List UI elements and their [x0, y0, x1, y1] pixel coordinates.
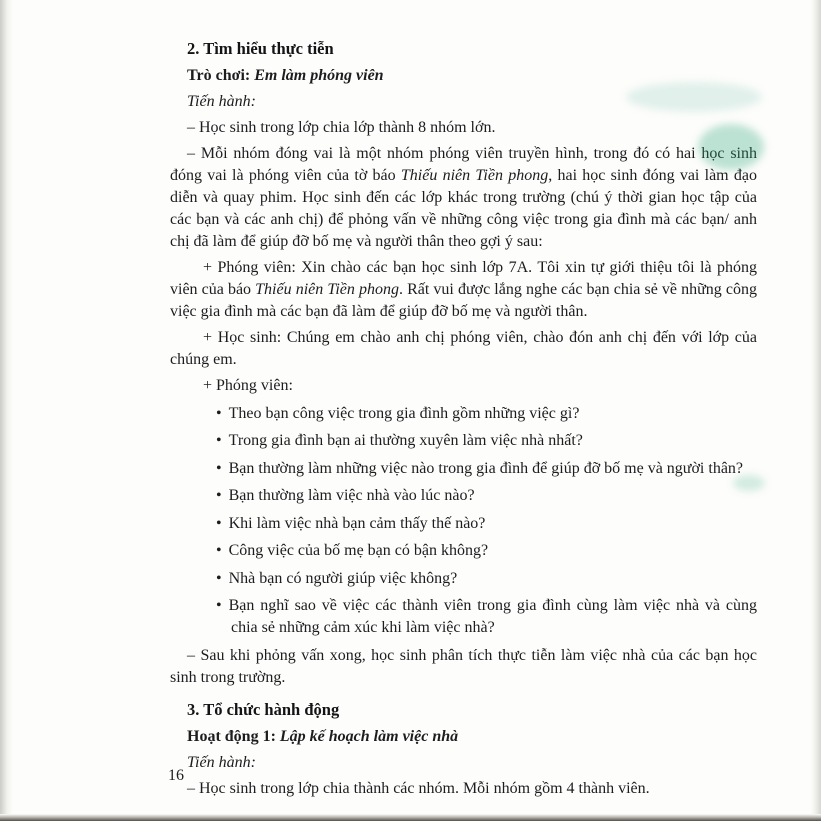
section-2-heading: 2. Tìm hiểu thực tiễn	[187, 39, 334, 58]
bullet-icon: •	[216, 404, 222, 422]
procedure-label: Tiến hành:	[187, 93, 256, 110]
question-text: Bạn thường làm những việc nào trong gia đình để giúp đỡ bố mẹ và người thân?	[228, 459, 744, 477]
game-title-line	[170, 65, 757, 87]
question-item	[216, 403, 757, 425]
question-list	[216, 403, 757, 640]
left-page-edge	[0, 0, 13, 821]
bullet-icon: •	[216, 597, 222, 614]
question-text: Công việc của bố mẹ bạn có bận không?	[228, 542, 489, 559]
step-form-groups: – Học sinh trong lớp chia thành các nhóm. Mỗi nhóm gồm 4 thành viên.	[187, 779, 650, 797]
bullet-icon: •	[216, 569, 222, 587]
newspaper-name-2: Thiếu niên Tiền phong	[255, 281, 400, 298]
procedure-label-2: Tiến hành:	[187, 753, 256, 771]
step-analyze: – Sau khi phỏng vấn xong, học sinh phân tích thực tiễn làm việc nhà của các bạn học sinh trong trường.	[170, 646, 757, 686]
activity-1-line	[170, 726, 757, 748]
game-label: Trò chơi:	[187, 67, 251, 84]
step-roleplay	[170, 143, 757, 253]
bullet-icon: •	[216, 432, 222, 449]
step-roleplay-text-2: , hai học sinh đóng vai làm đạo diễn và quay phim. Học sinh đến các lớp khác trong trường (chú ý thời gian học tập của các bạn và các anh chị) để phỏng vấn về những công việc trong gia đình mà các bạn/ anh chị đã làm để giúp đỡ bố mẹ và người thân theo gợi ý sau:	[170, 167, 757, 250]
bullet-icon: •	[216, 487, 222, 504]
question-text: Nhà bạn có người giúp việc không?	[228, 569, 458, 587]
activity-title: Lập kế hoạch làm việc nhà	[279, 727, 459, 745]
reporter-intro-text-2: . Rất vui được lắng nghe các bạn chia sẻ về những công việc gia đình mà các bạn đã làm để giúp đỡ bố mẹ và người thân.	[170, 281, 757, 320]
question-text: Bạn thường làm việc nhà vào lúc nào?	[228, 487, 475, 504]
question-text: Khi làm việc nhà bạn cảm thấy thế nào?	[228, 514, 486, 532]
bullet-icon: •	[216, 459, 222, 477]
reporter-questions-label: + Phóng viên:	[203, 377, 293, 394]
student-reply: + Học sinh: Chúng em chào anh chị phóng viên, chào đón anh chị đến với lớp của chúng em.	[170, 329, 757, 368]
question-item	[216, 595, 757, 639]
question-text: Bạn nghĩ sao về việc các thành viên trong gia đình cùng làm việc nhà và cùng chia sẻ những cảm xúc khi làm việc nhà?	[228, 597, 757, 636]
question-text: Theo bạn công việc trong gia đình gồm những việc gì?	[228, 404, 580, 422]
page-number: 16	[168, 767, 184, 784]
bullet-icon: •	[216, 514, 222, 532]
step-divide-groups: – Học sinh trong lớp chia lớp thành 8 nhóm lớn.	[187, 119, 496, 136]
section-3-heading: 3. Tổ chức hành động	[187, 699, 340, 719]
newspaper-name: Thiếu niên Tiền phong	[400, 167, 549, 184]
book-page-content	[170, 28, 757, 804]
question-item	[216, 513, 757, 535]
question-text: Trong gia đình bạn ai thường xuyên làm việc nhà nhất?	[228, 432, 583, 449]
question-item	[216, 485, 757, 507]
bottom-page-edge	[0, 814, 821, 821]
step-roleplay-text: – Mỗi nhóm đóng vai là một nhóm phóng viên truyền hình, trong đó có hai học sinh đóng vai là phóng viên của tờ báo	[170, 145, 757, 184]
question-item	[216, 540, 757, 562]
reporter-intro	[170, 257, 757, 323]
bullet-icon: •	[216, 542, 222, 559]
question-item	[216, 458, 757, 480]
question-item	[216, 430, 757, 452]
game-title: Em làm phóng viên	[254, 67, 384, 84]
reporter-intro-text: + Phóng viên: Xin chào các bạn học sinh lớp 7A. Tôi xin tự giới thiệu tôi là phóng viên của báo	[170, 259, 757, 298]
right-page-edge	[810, 0, 821, 821]
activity-label: Hoạt động 1:	[187, 727, 276, 745]
question-item	[216, 568, 757, 590]
